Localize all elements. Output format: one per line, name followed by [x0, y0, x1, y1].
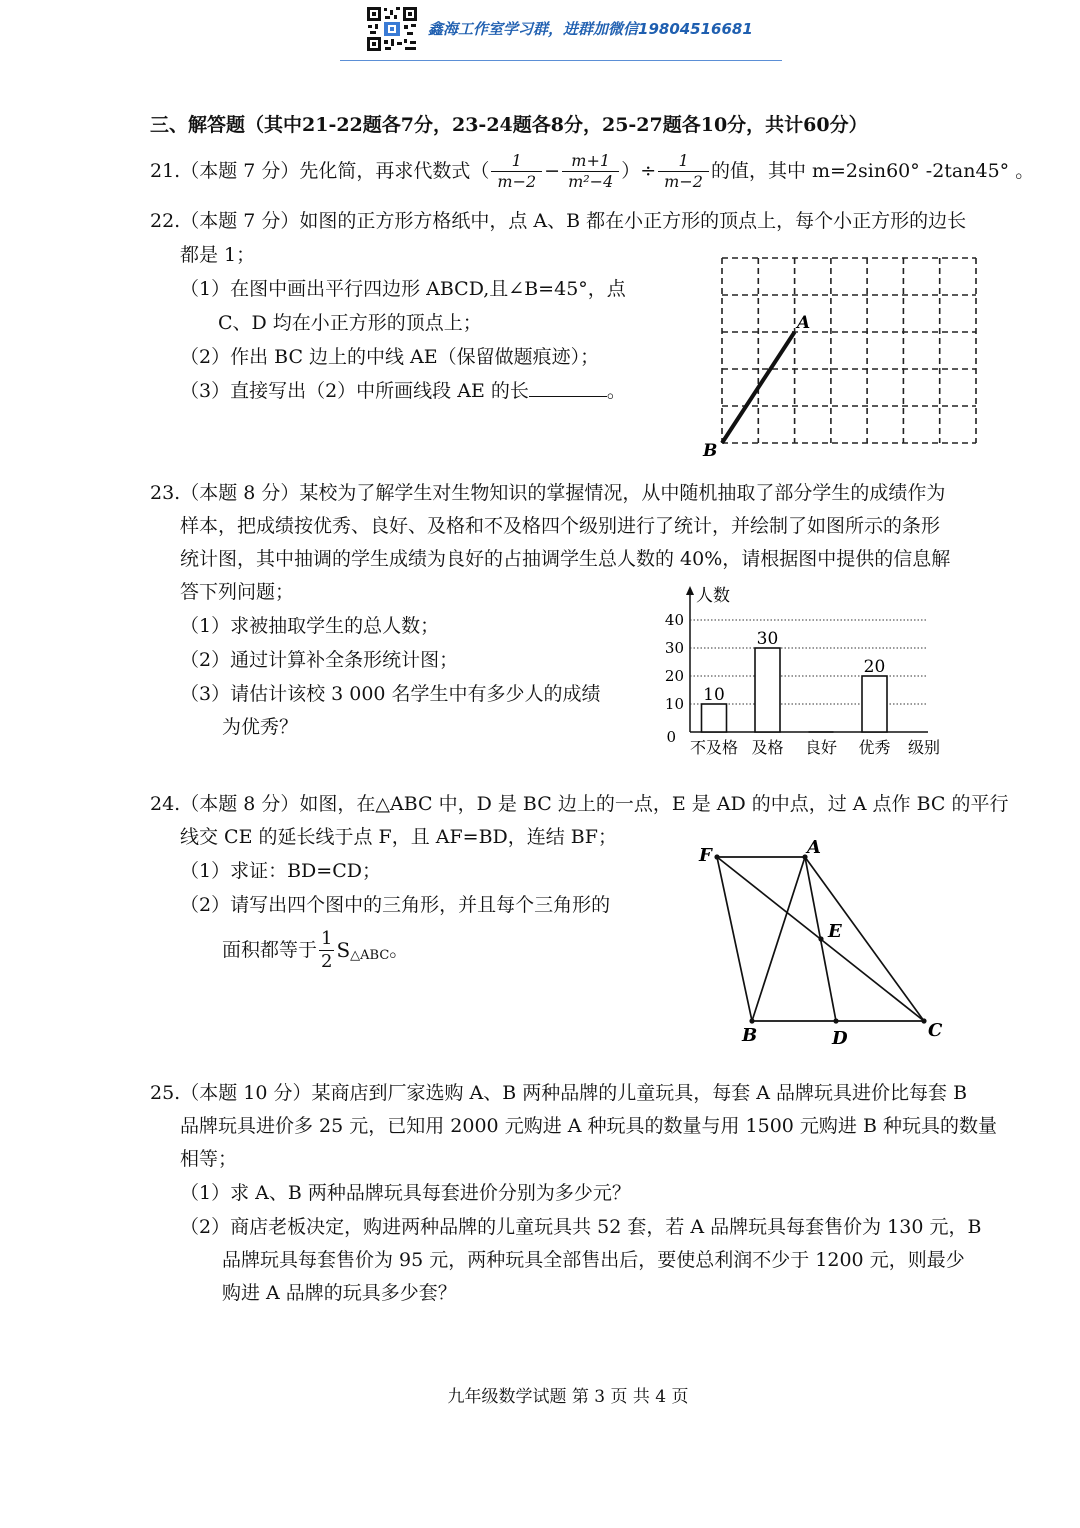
question-21: [150, 146, 1034, 196]
q23-part3b: 为优秀？: [222, 716, 299, 738]
label-c: C: [928, 1020, 943, 1041]
y-axis-label: 人数: [696, 586, 730, 606]
q21-f1-den: m−2: [497, 171, 537, 191]
bar: [755, 648, 780, 732]
q21-f3-num: 1: [658, 151, 709, 172]
x-category-label: 不及格: [689, 738, 739, 757]
q25-part2b: 品牌玩具每套售价为 95 元，两种玩具全部售出后，要使总利润不少于 1200 元，则最少: [222, 1249, 965, 1271]
y-tick-label: 30: [664, 639, 684, 657]
q22-part2: （2）作出 BC 边上的中线 AE（保留做题痕迹）；: [180, 346, 600, 368]
half-num: 1: [321, 927, 333, 949]
q24-line1: 24.（本题 8 分）如图，在△ABC 中，D 是 BC 边上的一点，E 是 AD 的中点，过 A 点作 BC 的平行: [150, 793, 1009, 815]
q22-part3: [180, 378, 626, 404]
qr-code-icon: [366, 6, 418, 52]
q21-div: ）÷: [621, 160, 657, 182]
bar-chart: [660, 580, 960, 765]
q21-f1-num: 1: [491, 151, 542, 172]
label-f: F: [699, 845, 712, 866]
y-tick-label: 10: [664, 695, 684, 713]
y-tick-label: 0: [666, 728, 676, 746]
q23-part1: （1）求被抽取学生的总人数；: [180, 615, 440, 637]
y-tick-label: 20: [664, 667, 684, 685]
one-half-fraction: [319, 928, 334, 973]
q22-grid-figure: [700, 250, 990, 465]
q22-part3-end: 。: [606, 380, 626, 402]
q24-line2: 线交 CE 的延长线于点 F，且 AF=BD，连结 BF；: [180, 826, 617, 848]
header-rule: [340, 60, 782, 61]
area-s: S: [336, 938, 351, 962]
label-b: B: [703, 441, 718, 461]
answer-blank[interactable]: [529, 378, 607, 397]
y-axis-arrow-icon: [686, 586, 694, 595]
q25-part1: （1）求 A、B 两种品牌玩具每套进价分别为多少元？: [180, 1182, 631, 1204]
label-e: E: [828, 921, 842, 942]
page-footer: 九年级数学试题 第 3 页 共 4 页: [447, 1387, 689, 1407]
half-den: 2: [321, 950, 333, 972]
label-a2: A: [807, 837, 821, 858]
q21-prefix: 21.（本题 7 分）先化简，再求代数式（: [150, 160, 490, 182]
q25-line2: 品牌玩具进价多 25 元，已知用 2000 元购进 A 种玩具的数量与用 1500 元购进 B 种玩具的数量: [180, 1115, 997, 1137]
section-title: 三、解答题（其中21-22题各7分，23-24题各8分，25-27题各10分，共计60分）: [150, 114, 868, 136]
q21-f2-num: m+1: [562, 151, 619, 172]
q25-line3: 相等；: [180, 1148, 238, 1170]
label-a: A: [797, 313, 811, 333]
area-subscript: △ABC: [350, 948, 390, 963]
q24-part2: （2）请写出四个图中的三角形，并且每个三角形的: [180, 894, 611, 916]
bar: [702, 704, 727, 732]
q21-suffix: 的值，其中 m=2sin60° -2tan45° 。: [710, 160, 1035, 182]
q22-line1: 22.（本题 7 分）如图的正方形方格纸中，点 A、B 都在小正方形的顶点上，每个小正方形的边长: [150, 210, 967, 232]
bar: [862, 676, 887, 732]
q24-part2b-prefix: 面积都等于: [222, 939, 318, 961]
q22-line2: 都是 1；: [180, 244, 256, 266]
y-tick-label: 40: [664, 611, 684, 629]
x-axis-label: 级别: [908, 738, 941, 757]
x-category-label: 良好: [804, 738, 838, 757]
q21-fraction-2: [562, 151, 619, 192]
q24-part2b: [222, 922, 408, 978]
q23-line4: 答下列问题；: [180, 581, 295, 603]
header-text: 鑫海工作室学习群，进群加微信19804516681: [428, 20, 753, 38]
x-category-label: 优秀: [858, 738, 891, 757]
q25-line1: 25.（本题 10 分）某商店到厂家选购 A、B 两种品牌的儿童玩具，每套 A 品牌玩具进价比每套 B: [150, 1082, 968, 1104]
label-d: D: [832, 1028, 848, 1049]
q21-f3-den: m−2: [664, 171, 703, 191]
q21-fraction-3: [658, 151, 709, 192]
q23-part3a: （3）请估计该校 3 000 名学生中有多少人的成绩: [180, 683, 601, 705]
q22-part1b: C、D 均在小正方形的顶点上；: [218, 312, 482, 334]
bar-value-label: 10: [703, 685, 725, 705]
q23-part2: （2）通过计算补全条形统计图；: [180, 649, 459, 671]
bar-value-label: 30: [756, 629, 779, 649]
q24-part1: （1）求证：BD=CD；: [180, 860, 381, 882]
q21-fraction-1: [491, 151, 542, 192]
q24-part2b-end: 。: [389, 939, 409, 961]
q21-f2-den: m²−4: [568, 171, 614, 191]
q23-line3: 统计图，其中抽调的学生成绩为良好的占抽调学生总人数的 40%，请根据图中提供的信息解: [180, 548, 951, 570]
q25-part2a: （2）商店老板决定，购进两种品牌的儿童玩具共 52 套，若 A 品牌玩具每套售价为 130 元，B: [180, 1216, 982, 1238]
q24-triangle-figure: [690, 835, 950, 1050]
q22-part1a: （1）在图中画出平行四边形 ABCD,且∠B=45°，点: [180, 278, 626, 300]
x-category-label: 及格: [751, 738, 784, 757]
q23-line2: 样本，把成绩按优秀、良好、及格和不及格四个级别进行了统计，并绘制了如图所示的条形: [180, 515, 941, 537]
q22-part3-text: （3）直接写出（2）中所画线段 AE 的长: [180, 380, 529, 402]
bar-value-label: 20: [863, 657, 886, 677]
label-b2: B: [742, 1025, 758, 1046]
q23-line1: 23.（本题 8 分）某校为了解学生对生物知识的掌握情况，从中随机抽取了部分学生的成绩作为: [150, 482, 946, 504]
q25-part2c: 购进 A 品牌的玩具多少套？: [222, 1282, 457, 1304]
q21-minus: −: [544, 160, 561, 182]
